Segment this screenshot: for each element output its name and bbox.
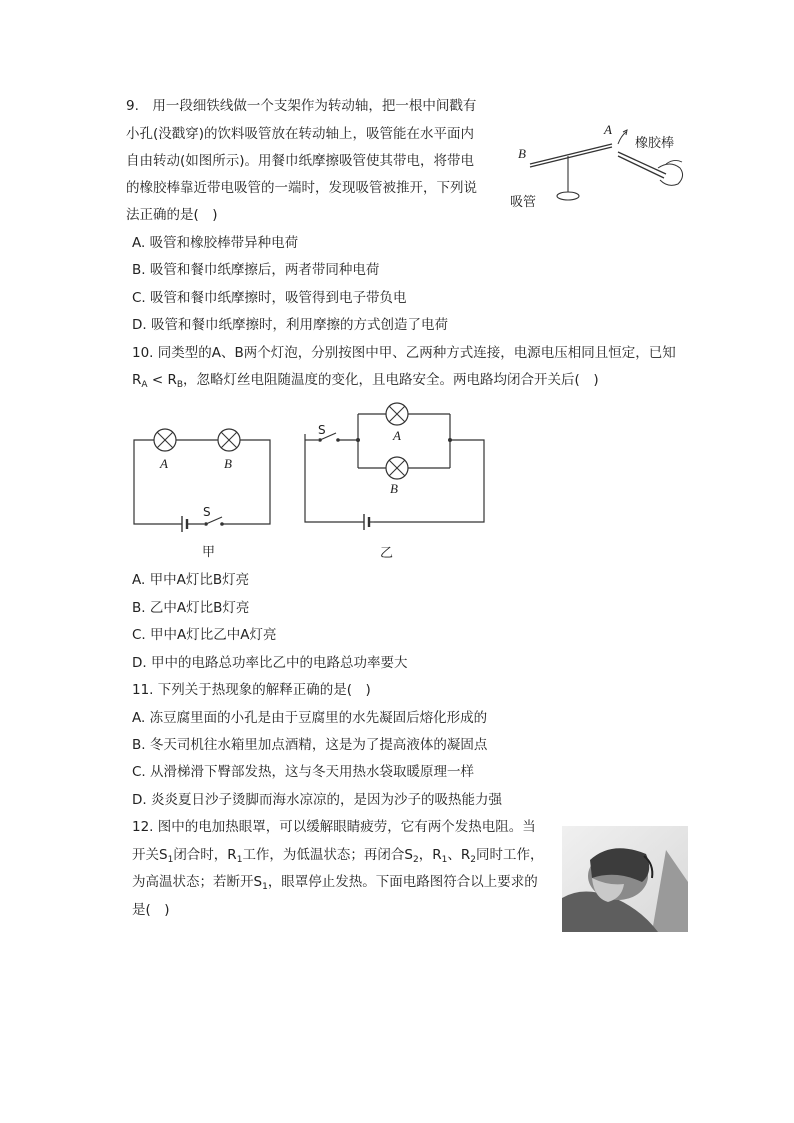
q9-stem-line-2: 小孔(没戳穿)的饮料吸管放在转动轴上，吸管能在水平面内 — [126, 126, 475, 142]
q9-label-a: A — [604, 122, 612, 137]
jia-switch-label: S — [203, 505, 211, 519]
q12-stem-line-4: 是( ) — [132, 902, 170, 918]
circuit-jia — [126, 420, 286, 570]
q9-option-d: D. 吸管和餐巾纸摩擦时，利用摩擦的方式创造了电荷 — [132, 317, 448, 333]
yi-switch-label: S — [318, 423, 326, 437]
q10-option-b: B. 乙中A灯比B灯亮 — [132, 600, 250, 616]
q12-l2-e-sub: 2 — [470, 855, 476, 865]
q12-l2-a-sub: 1 — [167, 855, 174, 865]
jia-label-a: A — [160, 456, 168, 471]
q12-l2-d-sub: 1 — [441, 855, 448, 865]
q11-option-b: B. 冬天司机往水箱里加点酒精，这是为了提高液体的凝固点 — [132, 737, 488, 753]
q11-option-d: D. 炎炎夏日沙子烫脚而海水凉凉的，是因为沙子的吸热能力强 — [132, 792, 502, 808]
circuit-yi — [298, 396, 494, 568]
q10-stem-line-1: 10. 同类型的A、B两个灯泡，分别按图中甲、乙两种方式连接，电源电压相同且恒定，已知 — [132, 345, 676, 361]
q12-l2-d: ，R — [418, 847, 442, 863]
q12-l2-e: 、R — [447, 847, 471, 863]
q10-rb-r: R — [167, 372, 177, 388]
q12-stem-line-1: 12. 图中的电加热眼罩，可以缓解眼睛疲劳，它有两个发热电阻。当 — [132, 819, 536, 835]
q12-l2-c-sub: 2 — [413, 855, 419, 865]
yi-lamp-a-icon — [386, 403, 408, 425]
q10-less-than: < — [147, 372, 168, 388]
q9-option-a: A. 吸管和橡胶棒带异种电荷 — [132, 235, 299, 251]
q11-option-a: A. 冻豆腐里面的小孔是由于豆腐里的水先凝固后熔化形成的 — [132, 710, 488, 726]
q9-option-b: B. 吸管和餐巾纸摩擦后，两者带同种电荷 — [132, 262, 380, 278]
q12-l2-f: 同时工作， — [476, 847, 544, 863]
jia-lamp-a-icon — [154, 429, 176, 451]
q10-rb-sub: B — [176, 380, 184, 390]
q11-option-c: C. 从滑梯滑下臀部发热，这与冬天用热水袋取暖原理一样 — [132, 764, 475, 780]
yi-battery-icon — [364, 514, 369, 530]
jia-caption: 甲 — [202, 545, 216, 560]
q10-option-a: A. 甲中A灯比B灯亮 — [132, 572, 250, 588]
q10-ra-sub: A — [141, 380, 148, 390]
q12-l3-a: 为高温状态；若断开S — [132, 874, 263, 890]
q12-stem-line-2 — [132, 845, 544, 870]
q12-l3-b: ，眼罩停止发热。下面电路图符合以上要求的 — [267, 874, 538, 890]
q9-option-c: C. 吸管和餐巾纸摩擦时，吸管得到电子带负电 — [132, 290, 407, 306]
q12-l3-a-sub: 1 — [262, 882, 268, 892]
q9-stem-line-1: 9. 用一段细铁线做一个支架作为转动轴，把一根中间戳有 — [126, 98, 477, 114]
yi-lamp-b-icon — [386, 457, 408, 479]
yi-label-b: B — [390, 481, 398, 496]
q10-option-d: D. 甲中的电路总功率比乙中的电路总功率要大 — [132, 655, 408, 671]
q9-stem-line-5: 法正确的是( ) — [126, 207, 218, 223]
q9-stem-line-3: 自由转动(如图所示)。用餐巾纸摩擦吸管使其带电，将带电 — [126, 153, 475, 169]
jia-label-b: B — [224, 456, 232, 471]
q10-stem-line-2 — [132, 370, 599, 395]
q12-l2-a: 开关S — [132, 847, 168, 863]
q12-l2-b-sub: 1 — [236, 855, 243, 865]
eye-mask-photo — [562, 826, 688, 932]
q9-stem-line-4: 的橡胶棒靠近带电吸管的一端时，发现吸管被推开，下列说 — [126, 180, 477, 196]
yi-caption: 乙 — [380, 546, 394, 561]
q10-option-c: C. 甲中A灯比乙中A灯亮 — [132, 627, 277, 643]
jia-lamp-b-icon — [218, 429, 240, 451]
q9-straw-label: 吸管 — [510, 195, 537, 210]
q9-rod-label: 橡胶棒 — [635, 136, 675, 151]
q10-stem-rest: ，忽略灯丝电阻随温度的变化，且电路安全。两电路均闭合开关后( ) — [183, 372, 599, 388]
q11-stem: 11. 下列关于热现象的解释正确的是( ) — [132, 682, 371, 698]
yi-label-a: A — [393, 428, 401, 443]
jia-battery-icon — [182, 516, 187, 532]
q9-straw-figure — [508, 118, 698, 214]
q9-label-b: B — [518, 146, 526, 161]
q10-ra-r: R — [132, 372, 142, 388]
q12-l2-c: 工作，为低温状态；再闭合S — [242, 847, 414, 863]
q12-l2-b: 闭合时，R — [173, 847, 237, 863]
q12-stem-line-3 — [132, 872, 538, 897]
